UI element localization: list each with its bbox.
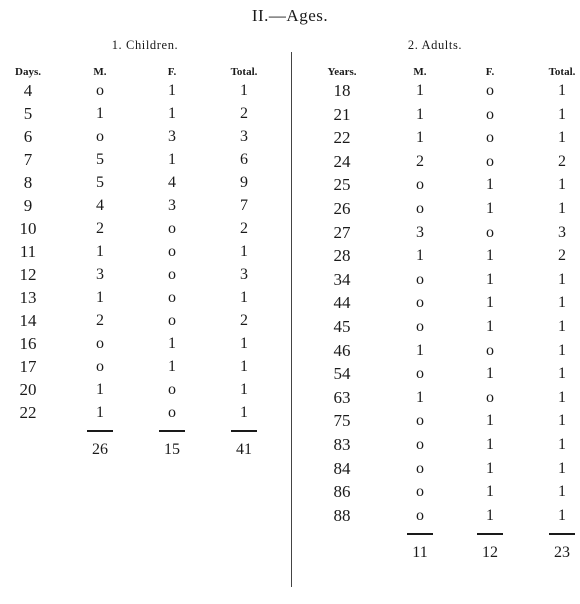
children-cell-male: 5 <box>96 151 104 168</box>
adults-cell-male: 1 <box>416 105 424 123</box>
adults-cell-first-column: 27 <box>333 222 351 242</box>
adults-cell-total: 1 <box>558 388 566 406</box>
adults-cell-female: o <box>486 341 494 359</box>
children-cell-first-column: 16 <box>19 334 37 353</box>
children-sum-rule <box>159 430 185 432</box>
children-cell-total: 1 <box>240 243 248 260</box>
adults-cell-first-column: 26 <box>333 199 351 218</box>
adults-sum-rule <box>549 533 575 535</box>
children-cell-male: o <box>96 128 104 145</box>
children-cell-total: 6 <box>240 151 248 168</box>
adults-cell-male: o <box>416 459 424 477</box>
adults-sum-rule <box>407 533 433 535</box>
children-cell-male: 1 <box>96 243 104 260</box>
children-cell-total: 9 <box>240 174 248 191</box>
adults-cell-female: 1 <box>486 200 494 217</box>
children-header-female: F. <box>167 66 177 78</box>
children-cell-total: 1 <box>240 289 248 306</box>
adults-cell-female: 1 <box>486 412 494 430</box>
children-cell-first-column: 9 <box>23 196 33 215</box>
adults-cell-female: 1 <box>486 176 494 194</box>
children-cell-first-column: 12 <box>19 265 37 284</box>
adults-cell-total: 1 <box>558 176 566 194</box>
page-title: II.—Ages. <box>251 6 329 25</box>
children-cell-total: 2 <box>240 312 248 329</box>
children-total-female: 15 <box>164 441 180 458</box>
adults-cell-total: 1 <box>558 412 566 430</box>
adults-cell-first-column: 34 <box>333 269 351 289</box>
adults-cell-total: 1 <box>558 82 566 99</box>
children-cell-total: 2 <box>240 220 248 237</box>
column-divider <box>291 52 292 587</box>
children-cell-female: 3 <box>168 128 176 145</box>
children-cell-male: 1 <box>96 404 104 421</box>
children-section-title: 1. Children. <box>111 38 179 52</box>
adults-cell-male: o <box>416 436 424 453</box>
children-cell-male: 2 <box>96 220 104 237</box>
children-cell-female: 1 <box>168 335 176 352</box>
adults-cell-male: 2 <box>416 152 424 170</box>
children-cell-first-column: 14 <box>19 311 37 330</box>
children-cell-male: 4 <box>96 197 104 214</box>
adults-cell-first-column: 86 <box>333 482 351 502</box>
children-cell-first-column: 10 <box>19 219 37 238</box>
adults-cell-female: o <box>486 223 494 241</box>
children-cell-male: o <box>96 82 104 99</box>
children-cell-first-column: 13 <box>19 288 37 307</box>
adults-cell-first-column: 28 <box>333 246 351 266</box>
adults-cell-female: 1 <box>486 483 494 501</box>
children-cell-total: 1 <box>240 335 248 352</box>
children-cell-male: 1 <box>96 381 104 398</box>
children-cell-first-column: 7 <box>23 150 33 169</box>
adults-cell-male: o <box>416 294 424 312</box>
adults-cell-first-column: 45 <box>333 317 351 336</box>
adults-cell-female: 1 <box>486 270 494 288</box>
adults-cell-male: o <box>416 318 424 335</box>
adults-cell-total: 1 <box>558 200 566 217</box>
children-cell-first-column: 4 <box>23 81 33 100</box>
children-cell-first-column: 20 <box>19 380 37 399</box>
adults-cell-male: o <box>416 365 424 383</box>
adults-cell-total: 1 <box>558 270 566 288</box>
adults-cell-male: o <box>416 506 424 524</box>
children-cell-female: o <box>168 266 176 283</box>
children-total-male: 26 <box>92 441 108 458</box>
children-cell-first-column: 5 <box>23 104 33 123</box>
adults-cell-male: o <box>416 200 424 217</box>
children-header-male: M. <box>93 66 107 78</box>
children-cell-total: 7 <box>240 197 248 214</box>
adults-cell-first-column: 18 <box>333 81 351 100</box>
adults-cell-male: o <box>416 176 424 194</box>
adults-cell-male: o <box>416 483 424 501</box>
adults-cell-total: 1 <box>558 341 566 359</box>
children-cell-first-column: 6 <box>23 127 33 146</box>
children-cell-total: 1 <box>240 358 248 375</box>
children-cell-male: 3 <box>96 266 104 283</box>
children-cell-male: 1 <box>96 289 104 306</box>
adults-cell-female: o <box>486 105 494 123</box>
adults-cell-total: 3 <box>558 223 566 241</box>
children-cell-female: o <box>168 243 176 260</box>
children-cell-female: 1 <box>168 82 176 99</box>
children-cell-female: 1 <box>168 151 176 168</box>
adults-cell-first-column: 63 <box>333 387 351 407</box>
children-cell-female: 1 <box>168 358 176 375</box>
adults-cell-first-column: 46 <box>333 340 351 360</box>
adults-cell-first-column: 25 <box>333 175 351 195</box>
adults-header-total: Total. <box>548 66 576 78</box>
adults-cell-total: 1 <box>558 365 566 383</box>
children-header-total: Total. <box>230 66 258 78</box>
adults-section-title: 2. Adults. <box>407 38 463 52</box>
adults-cell-first-column: 75 <box>333 411 351 431</box>
adults-cell-total: 1 <box>558 436 566 453</box>
children-cell-total: 1 <box>240 404 248 421</box>
children-sum-rule <box>87 430 113 432</box>
children-cell-total: 1 <box>240 82 248 99</box>
children-sum-rule <box>231 430 257 432</box>
adults-cell-male: 1 <box>416 388 424 406</box>
adults-total-female: 12 <box>482 544 498 562</box>
children-cell-male: o <box>96 358 104 375</box>
children-cell-first-column: 22 <box>19 403 37 422</box>
adults-cell-male: 3 <box>416 223 424 241</box>
adults-cell-first-column: 84 <box>333 458 351 478</box>
adults-cell-first-column: 83 <box>333 435 351 454</box>
adults-cell-female: 1 <box>486 436 494 453</box>
adults-cell-male: 1 <box>416 82 424 99</box>
adults-cell-total: 1 <box>558 294 566 312</box>
adults-cell-first-column: 22 <box>333 128 351 148</box>
adults-cell-female: o <box>486 129 494 147</box>
adults-cell-total: 1 <box>558 506 566 524</box>
adults-cell-male: o <box>416 412 424 430</box>
children-cell-female: o <box>168 220 176 237</box>
adults-cell-male: 1 <box>416 129 424 147</box>
children-cell-female: o <box>168 381 176 398</box>
adults-cell-male: 1 <box>416 341 424 359</box>
adults-cell-total: 2 <box>558 152 566 170</box>
adults-cell-male: o <box>416 270 424 288</box>
adults-cell-total: 1 <box>558 318 566 335</box>
adults-cell-first-column: 44 <box>333 293 351 313</box>
adults-cell-first-column: 88 <box>333 505 351 525</box>
adults-cell-female: 1 <box>486 365 494 383</box>
children-cell-total: 1 <box>240 381 248 398</box>
adults-cell-female: o <box>486 388 494 406</box>
children-cell-female: o <box>168 312 176 329</box>
adults-cell-female: 1 <box>486 459 494 477</box>
adults-header-female: F. <box>485 66 495 78</box>
adults-cell-female: o <box>486 82 494 99</box>
children-cell-total: 3 <box>240 128 248 145</box>
adults-total-total: 23 <box>554 544 570 562</box>
children-cell-female: 3 <box>168 197 176 214</box>
children-cell-female: o <box>168 289 176 306</box>
adults-cell-total: 2 <box>558 247 566 265</box>
adults-header-male: M. <box>413 66 427 78</box>
adults-cell-first-column: 54 <box>333 364 351 384</box>
children-cell-total: 2 <box>240 105 248 122</box>
adults-cell-female: 1 <box>486 318 494 335</box>
children-cell-total: 3 <box>240 266 248 283</box>
adults-cell-total: 1 <box>558 129 566 147</box>
adults-cell-total: 1 <box>558 105 566 123</box>
children-cell-male: 5 <box>96 174 104 191</box>
children-cell-first-column: 17 <box>19 357 37 376</box>
adults-cell-total: 1 <box>558 459 566 477</box>
children-cell-female: o <box>168 404 176 421</box>
children-cell-male: o <box>96 335 104 352</box>
adults-cell-male: 1 <box>416 247 424 265</box>
adults-cell-total: 1 <box>558 483 566 501</box>
adults-cell-first-column: 24 <box>333 151 351 171</box>
adults-sum-rule <box>477 533 503 535</box>
children-total-total: 41 <box>236 441 252 458</box>
adults-total-male: 11 <box>412 544 428 562</box>
children-cell-female: 1 <box>168 105 176 122</box>
adults-cell-female: 1 <box>486 247 494 265</box>
children-cell-first-column: 11 <box>19 242 37 261</box>
children-cell-female: 4 <box>168 174 176 191</box>
adults-cell-first-column: 21 <box>333 104 351 124</box>
children-cell-male: 2 <box>96 312 104 329</box>
children-header-first-column: Days. <box>15 66 41 78</box>
children-cell-first-column: 8 <box>23 173 33 192</box>
adults-header-first-column: Years. <box>327 66 357 78</box>
children-cell-male: 1 <box>96 105 104 122</box>
adults-cell-female: 1 <box>486 294 494 312</box>
adults-cell-female: 1 <box>486 506 494 524</box>
adults-cell-female: o <box>486 152 494 170</box>
